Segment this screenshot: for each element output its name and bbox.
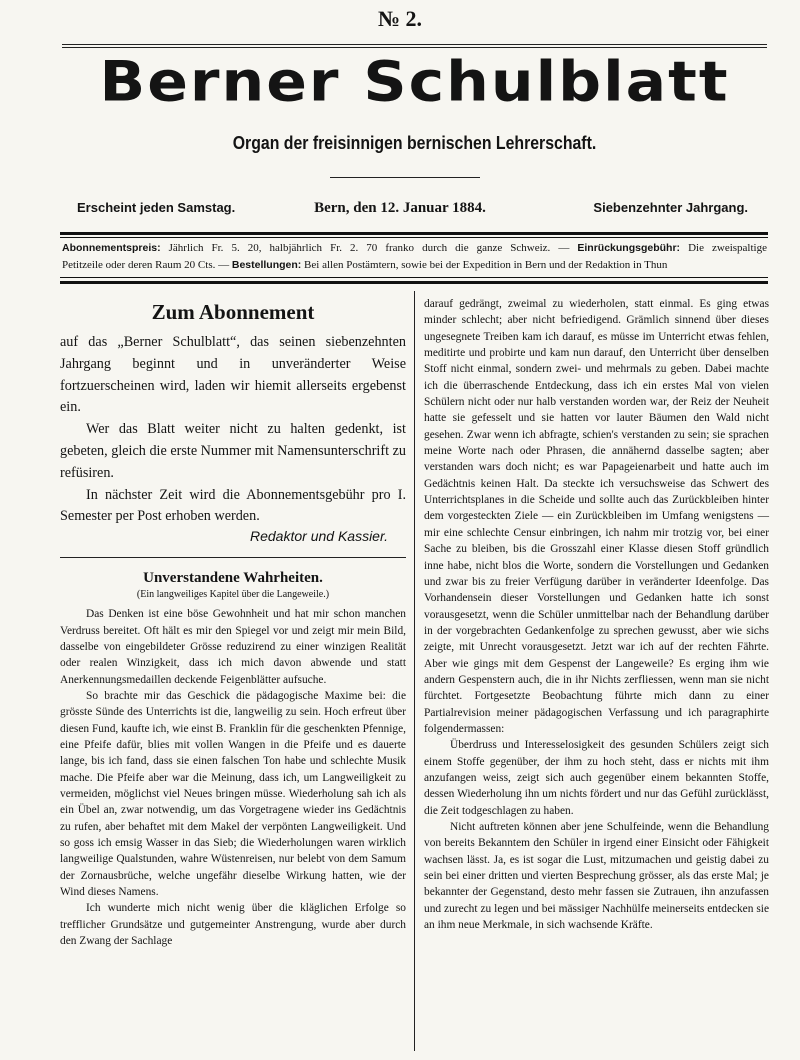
- article-body-right: [424, 296, 769, 933]
- orders-label: Bestellungen:: [231, 259, 302, 271]
- article-paragraph: So brachte mir das Geschick die pädagogische Maxime bei: die grösste Sünde des Unterrichts ist die, langweilig zu sein. Hoch erfreut über diesen Fund, kaufte ich, wie einst B. Franklin für die geschenkten Pfennige, eine Pfeife dafür, blies mit vollen Wangen in die Pfeife und es dauerte lange, bis ich fand, dass sie einen falschen Ton habe und schlechte Musik mache. Die Pfeife aber war die Meinung, dass ich, um Langweiligkeit zu vermeiden, möglichst viel Neues bringen müsse. Wiederholung sah ich als ein Übel an, zwar notwendig, um das Vorgetragene wieder ins Gedächtnis zu rufen, aber behaftet mit dem Makel der verpönten Langweiligkeit. Und so goss ich emsig Wasser in das Sieb; die Wiederholungen waren wirklich langweilige Qualstunden, wahre Wüstenreisen, nur belebt von dem Samum der Zornausbrüche, welche ungefähr dieselbe Wirkung hatten, wie der Wind dieses Namens.: [60, 689, 406, 899]
- notice-paragraph: auf das „Berner Schulblatt“, das seinen siebenzehnten Jahrgang beginnt und in unveränderter Weise fortzuerscheinen wird, laden wir hiemit allerseits ergebenst ein.: [60, 334, 406, 416]
- notice-signature: Redaktor und Kassier.: [250, 528, 388, 545]
- issue-number: № 2.: [377, 6, 423, 31]
- publication-schedule: Erscheint jeden Samstag.: [77, 200, 236, 215]
- article-paragraph: Ich wunderte mich nicht wenig über die kläglichen Erfolge so trefflicher Grundsätze und gutgemeinter Anstrengung, wurde aber durch den Zwang der Sachlage: [60, 902, 406, 948]
- subscription-info: [62, 240, 767, 274]
- right-column: [424, 296, 769, 933]
- column-divider: [414, 291, 415, 1051]
- top-rule-2: [62, 47, 767, 48]
- orders-text: Bei allen Postämtern, sowie bei der Expedition in Bern und der Redaktion in Thun: [304, 259, 668, 271]
- volume-year: Siebenzehnter Jahrgang.: [593, 200, 748, 215]
- subscription-price-text: Jährlich Fr. 5. 20, halbjährlich Fr. 2. 70 franko durch die ganze Schweiz. —: [168, 242, 570, 254]
- article-body-left: [60, 606, 406, 949]
- ad-fee-text: Die zweispaltige: [688, 242, 767, 254]
- header-rule-thin: [60, 237, 768, 238]
- ad-fee-label: Einrückungsgebühr:: [577, 242, 681, 254]
- subtitle-divider: [330, 177, 480, 178]
- top-rule: [62, 44, 767, 45]
- subscription-line-1: [62, 240, 767, 257]
- article-paragraph: Überdruss und Interesselosigkeit des gesunden Schülers zeigt sich einem Stoffe gegenüber, der ihm zu hoch steht, dass er nichts mit ihm anzufangen weiss, zeigt sich auch gegenüber einem bekannten Stoffe, dessen Wiederholung ihn um nichts fördert und nur das Gefühl zurücklässt, die Zeit todgeschlagen zu haben.: [424, 739, 769, 817]
- notice-paragraph: Wer das Blatt weiter nicht zu halten gedenkt, ist gebeten, gleich die erste Nummer mit Namensunterschrift zu refüsiren.: [60, 421, 406, 481]
- article-title: Unverstandene Wahrheiten.: [143, 570, 323, 587]
- subscription-rule-thick: [60, 281, 768, 284]
- subscription-rule-thin: [60, 277, 768, 278]
- subscription-line-2: [62, 257, 767, 274]
- article-paragraph: Nicht auftreten können aber jene Schulfeinde, wenn die Behandlung von bereits Bekanntem den Schüler in irgend einer Einsicht oder Fähigkeit wachsen lässt. Ja, es ist sogar die Lust, mitzumachen und geistig dabei zu sein bei einer dritten und vierten Besprechung grösser, als das erste Mal; je bekannter der Gegenstand, desto mehr fassen sie Zutrauen, ihn anzufassen und zurecht zu legen und bei mässiger Nachhülfe meinerseits entdecken sie an ihm neue Merkmale, in sich wachsende Kräfte.: [424, 821, 769, 932]
- notice-paragraph: In nächster Zeit wird die Abonnementsgebühr pro I. Semester per Post erhoben werden.: [60, 486, 406, 525]
- masthead-subtitle: Organ der freisinnigen bernischen Lehrerschaft.: [232, 133, 597, 153]
- issue-date: Bern, den 12. Januar 1884.: [314, 200, 486, 216]
- header-rule-thick: [60, 232, 768, 235]
- article-subtitle: (Ein langweiliges Kapitel über die Langeweile.): [136, 589, 330, 601]
- masthead-title: Berner Schulblatt: [99, 50, 730, 115]
- left-column: [60, 300, 406, 949]
- subscription-price-label: Abonnementspreis:: [62, 242, 161, 254]
- article-paragraph: darauf gedrängt, zweimal zu wiederholen, statt einmal. Es ging etwas minder schlecht; aber nicht befriedigend. Grämlich sinnend über dieses ungesegnete Treiben kam ich darauf, es müsse im Unterricht etwas fehlen, meditirte und probirte und kam nun darauf, den Unterricht über denselben Stoff nicht einmal, sondern zwei- und mehrmals zu geben. Dabei machte ich die überraschende Entdeckung, dass ich ein erstes Mal von vielen Schülern nicht oder nur halb verstanden worden war, der Reiz der Neuheit hatte sie gefesselt und sie hatten vor lauter Bäumen den Wald nicht gesehen. Zwar wenn ich abfragte, schien's verstanden zu sein; sie sprachen meine Worte nach oder Phrasen, die annähernd dasselbe sagten; aber verstanden wars doch nicht; es war Papageienarbeit und hatte auch im Gedächtnis keinen Halt. Da steckte ich versuchsweise das Schwert des Unterrichtsplanes in die Scheide und sollte auch das Zurückbleiben hinter dem vorgesteckten Ziele — ein Zurückbleiben im Umfang wenigstens — mir eine schlechte Censur einbringen, ich nahm mir trotzig vor, bei einer Sache zu bleiben, bis die Grosszahl einer Klasse diesen Stoff gründlich inne habe, nicht blos die Worte, sondern die Vorstellungen und Gedanken und zwar bis zu freier Verfügung darüber in veränderter Ideenfolge. Das Vorhandensein dieser Vorstellungen und Gedanken hatte ich sonst vorausgesetzt, wenn die Schüler unmittelbar nach der Behandlung darüber in der vorgebrachten Gedankenfolge zu sprechen gewusst, aber wie sichs zeigte, mit Unrecht vorausgesetzt. Jetzt war ich auf der rechten Fährte. Aber wie gings mit dem Gespenst der Langeweile? Es erging ihm wie andern Gespenstern auch, die in ihr Nichts zerfliessen, wenn man sie nicht fürchtet. Fortgesetzte Beobachtung führte mich dann zu einer Partialrevision meiner pädagogischen Verfassung und ich paragraphirte folgendermassen:: [424, 298, 769, 735]
- notice-body: [60, 332, 406, 528]
- article-paragraph: Das Denken ist eine böse Gewohnheit und hat mir schon manchen Verdruss bereitet. Oft hält es mir den Spiegel vor und zeigt mir mein Bild, dasselbe von eingebildeter Grösse reduzirend zu einer winzigen Realität oder realen Winzigkeit, dass ich mich davon abwende und statt Anerkennungsmedaillen deckende Feigenblätter aufsuche.: [60, 608, 406, 686]
- section-divider: [60, 557, 406, 558]
- notice-title: Zum Abonnement: [151, 300, 315, 324]
- ad-fee-text-cont: Petitzeile oder deren Raum 20 Cts. —: [62, 259, 230, 271]
